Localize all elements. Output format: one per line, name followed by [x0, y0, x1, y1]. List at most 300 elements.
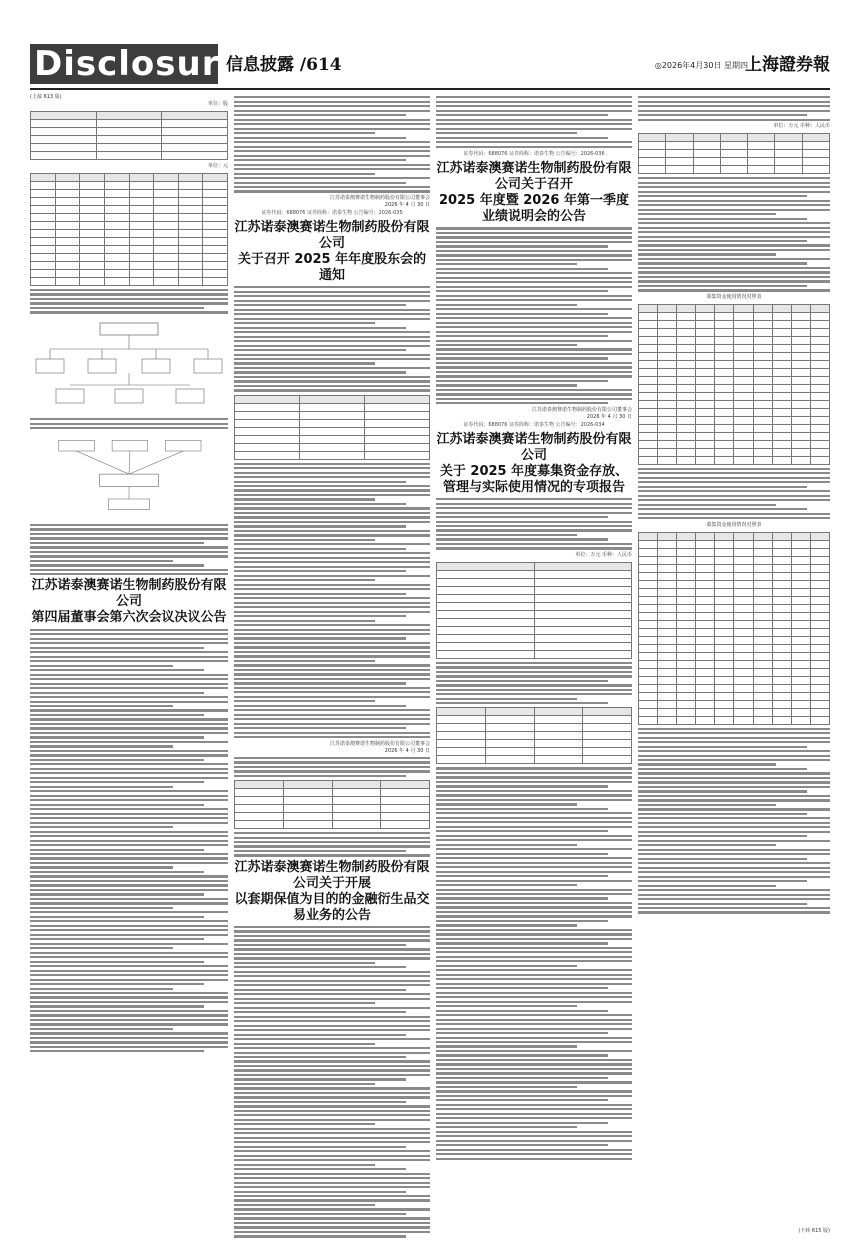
table-cell: [734, 708, 753, 716]
table-cell: [753, 692, 772, 700]
headline-line: 管理与实际使用情况的专项报告: [442, 479, 625, 495]
text-line: [638, 849, 830, 851]
text-line: [436, 1135, 632, 1137]
table-cell: [734, 408, 753, 416]
table-cell: [178, 174, 203, 182]
table-cell: [772, 336, 791, 344]
table-cell: [810, 432, 829, 440]
text-line: [436, 304, 577, 306]
text-line: [638, 231, 830, 233]
table-cell: [437, 650, 535, 658]
table-cell: [677, 644, 696, 652]
table-cell: [696, 424, 715, 432]
text-line: [30, 884, 228, 886]
table-cell: [485, 732, 534, 740]
table-cell: [775, 150, 802, 158]
table-cell: [80, 246, 105, 254]
table-cell: [485, 740, 534, 748]
table-cell: [802, 150, 829, 158]
text-line: [436, 987, 608, 989]
table-cell: [178, 238, 203, 246]
text-line: [234, 141, 430, 143]
table-cell: [677, 400, 696, 408]
table-cell: [437, 594, 535, 602]
text-line: [234, 1087, 430, 1089]
text-line: [234, 1047, 430, 1049]
table-cell: [734, 548, 753, 556]
table-cell: [677, 716, 696, 724]
sign-date: 2026 年 4 月 30 日: [384, 747, 430, 754]
table-cell: [734, 652, 753, 660]
text-line: [436, 366, 632, 368]
text-line: [30, 1046, 228, 1048]
text-line: [436, 335, 608, 337]
table-cell: [677, 700, 696, 708]
table-cell: [365, 411, 430, 419]
table-row: [437, 586, 632, 594]
table-cell: [810, 628, 829, 636]
text-line: [30, 790, 228, 792]
table-row: [31, 254, 228, 262]
table-cell: [31, 214, 56, 222]
text-line: [436, 1144, 608, 1146]
text-line: [436, 826, 632, 828]
page-body: [30, 94, 830, 1234]
table-cell: [658, 644, 677, 652]
table-cell: [810, 668, 829, 676]
table-cell: [639, 596, 658, 604]
text-line: [234, 655, 430, 657]
text-line: [234, 534, 430, 536]
text-line: [234, 322, 375, 324]
table-cell: [772, 440, 791, 448]
table-row: [639, 660, 830, 668]
text-line: [436, 889, 632, 891]
text-line: [436, 776, 632, 778]
table-cell: [753, 392, 772, 400]
table-cell: [734, 620, 753, 628]
text-line: [436, 105, 632, 107]
table-cell: [437, 626, 535, 634]
table-cell: [639, 150, 666, 158]
column-3: [436, 94, 632, 1234]
text-line: [234, 998, 430, 1000]
table-row: [31, 262, 228, 270]
text-line: [234, 948, 430, 950]
table-cell: [677, 628, 696, 636]
text-line: [30, 831, 228, 833]
table-cell: [677, 556, 696, 564]
table-cell: [437, 578, 535, 586]
table-cell: [639, 344, 658, 352]
text-line: [436, 137, 608, 139]
text-line: [436, 290, 608, 292]
table-cell: [696, 376, 715, 384]
table-cell: [791, 620, 810, 628]
table-cell: [55, 174, 80, 182]
table-cell: [810, 384, 829, 392]
table-row: [437, 602, 632, 610]
table-cell: [300, 395, 365, 403]
table-cell: [734, 320, 753, 328]
table-cell: [583, 708, 632, 716]
table-cell: [772, 668, 791, 676]
table-cell: [365, 419, 430, 427]
text-line: [234, 682, 406, 684]
table-cell: [791, 456, 810, 464]
headline-line: 以套期保值为目的的金融衍生品交易业务的公告: [234, 891, 430, 923]
text-line: [436, 281, 632, 283]
table-caption: 募集资金使用情况对照表: [706, 293, 762, 300]
text-line: [234, 494, 430, 496]
text-line: [234, 629, 430, 631]
table-cell: [677, 548, 696, 556]
table-cell: [734, 692, 753, 700]
table-cell: [715, 708, 734, 716]
table-cell: [677, 304, 696, 312]
table-cell: [696, 456, 715, 464]
table-cell: [772, 400, 791, 408]
table-cell: [639, 580, 658, 588]
table-cell: [753, 360, 772, 368]
table-cell: [235, 435, 300, 443]
text-line: [638, 741, 830, 743]
text-line: [30, 961, 204, 963]
table-cell: [639, 456, 658, 464]
table-cell: [810, 556, 829, 564]
table-cell: [104, 206, 129, 214]
table-cell: [696, 580, 715, 588]
text-line: [638, 289, 830, 291]
text-line: [30, 943, 228, 945]
table-row: [235, 411, 430, 419]
table-cell: [696, 588, 715, 596]
table-cell: [283, 821, 332, 829]
table-cell: [80, 254, 105, 262]
text-line: [638, 105, 830, 107]
text-line: [436, 1149, 632, 1151]
fund-usage-table: [638, 304, 830, 465]
text-line: [30, 546, 228, 548]
table-cell: [696, 384, 715, 392]
table-cell: [658, 708, 677, 716]
table-cell: [80, 206, 105, 214]
text-line: [436, 1037, 632, 1039]
text-line: [436, 992, 632, 994]
table-cell: [696, 360, 715, 368]
table-cell: [772, 320, 791, 328]
masthead: [30, 44, 830, 90]
table-cell: [734, 336, 753, 344]
table-row: [639, 376, 830, 384]
table-row: [31, 214, 228, 222]
text-line: [30, 795, 228, 797]
text-line: [638, 240, 807, 242]
text-line: [234, 939, 430, 941]
text-line: [234, 1182, 430, 1184]
table-cell: [300, 419, 365, 427]
text-line: [638, 768, 807, 770]
code-line: 证券代码：688076 证券简称：诺泰生物 公告编号：2026-036: [463, 151, 605, 158]
text-line: [30, 813, 228, 815]
table-row: [31, 230, 228, 238]
text-line: [234, 525, 406, 527]
table-cell: [715, 684, 734, 692]
table-cell: [677, 652, 696, 660]
table-cell: [810, 416, 829, 424]
text-line: [638, 110, 830, 112]
text-line: [30, 996, 228, 998]
text-line: [234, 984, 430, 986]
table-cell: [753, 636, 772, 644]
table-row: [639, 368, 830, 376]
table-cell: [639, 384, 658, 392]
table-cell: [791, 392, 810, 400]
headline-line: 江苏诺泰澳赛诺生物制药股份有限公司关于开展: [234, 859, 430, 891]
table-cell: [810, 352, 829, 360]
text-line: [436, 322, 632, 324]
table-cell: [658, 660, 677, 668]
table-cell: [791, 700, 810, 708]
table-row: [639, 548, 830, 556]
text-line: [234, 642, 430, 644]
table-row: [639, 604, 830, 612]
text-line: [234, 1043, 375, 1045]
text-line: [234, 318, 430, 320]
table-cell: [178, 222, 203, 230]
table-cell: [791, 628, 810, 636]
table-cell: [791, 588, 810, 596]
body-text: [436, 498, 632, 550]
table-cell: [677, 636, 696, 644]
table-cell: [810, 448, 829, 456]
text-line: [436, 1014, 632, 1016]
table-cell: [485, 756, 534, 764]
text-line: [436, 547, 632, 549]
table-row: [639, 456, 830, 464]
proxy-table: [234, 780, 430, 829]
table-row: [639, 628, 830, 636]
text-line: [436, 380, 608, 382]
text-line: [30, 835, 228, 837]
table-row: [437, 740, 632, 748]
body-text: [234, 96, 430, 192]
text-line: [234, 190, 430, 192]
table-row: [31, 246, 228, 254]
text-line: [436, 1095, 632, 1097]
table-cell: [772, 620, 791, 628]
text-line: [30, 988, 173, 990]
table-row: [639, 424, 830, 432]
text-line: [436, 947, 632, 949]
table-cell: [437, 732, 486, 740]
text-line: [638, 826, 830, 828]
table-cell: [639, 424, 658, 432]
table-cell: [235, 805, 284, 813]
agenda-table: [234, 395, 430, 460]
text-line: [234, 1123, 375, 1125]
table-cell: [332, 789, 381, 797]
table-cell: [658, 336, 677, 344]
text-line: [234, 1173, 430, 1175]
text-line: [436, 781, 632, 783]
table-cell: [715, 312, 734, 320]
table-cell: [715, 360, 734, 368]
table-cell: [534, 642, 632, 650]
table-cell: [534, 756, 583, 764]
table-cell: [693, 150, 720, 158]
table-cell: [235, 821, 284, 829]
text-line: [436, 1010, 608, 1012]
text-line: [436, 772, 632, 774]
text-line: [234, 101, 430, 103]
table-cell: [178, 214, 203, 222]
table-cell: [129, 246, 154, 254]
table-cell: [734, 312, 753, 320]
text-line: [436, 812, 632, 814]
table-cell: [772, 572, 791, 580]
column-4: [638, 94, 830, 1234]
table-cell: [154, 206, 179, 214]
table-cell: [791, 416, 810, 424]
text-line: [436, 521, 632, 523]
table-cell: [791, 376, 810, 384]
text-line: [234, 1074, 430, 1076]
table-cell: [753, 676, 772, 684]
text-line: [638, 799, 830, 801]
table-row: [235, 427, 430, 435]
table-cell: [772, 564, 791, 572]
table-cell: [677, 328, 696, 336]
text-line: [234, 615, 406, 617]
table-cell: [696, 660, 715, 668]
table-cell: [772, 700, 791, 708]
text-line: [234, 761, 430, 763]
table-cell: [715, 304, 734, 312]
text-line: [436, 1072, 632, 1074]
table-cell: [639, 700, 658, 708]
text-line: [436, 893, 632, 895]
table-cell: [696, 344, 715, 352]
text-line: [234, 700, 375, 702]
table-cell: [772, 684, 791, 692]
table-cell: [235, 403, 300, 411]
table-cell: [772, 416, 791, 424]
table-cell: [810, 312, 829, 320]
text-line: [436, 662, 632, 664]
table-cell: [677, 604, 696, 612]
text-line: [436, 920, 608, 922]
text-line: [638, 858, 807, 860]
table-cell: [693, 142, 720, 150]
table-cell: [696, 548, 715, 556]
text-line: [436, 983, 632, 985]
table-cell: [31, 206, 56, 214]
table-cell: [658, 620, 677, 628]
table-cell: [734, 612, 753, 620]
text-line: [234, 521, 430, 523]
text-line: [234, 539, 375, 541]
text-line: [234, 637, 406, 639]
text-line: [436, 689, 632, 691]
table-cell: [31, 222, 56, 230]
text-line: [436, 866, 632, 868]
text-line: [436, 1090, 632, 1092]
table-row: [639, 392, 830, 400]
text-line: [30, 925, 228, 927]
text-line: [436, 693, 632, 695]
text-line: [436, 236, 632, 238]
text-line: [30, 696, 228, 698]
text-line: [638, 844, 776, 846]
table-cell: [791, 684, 810, 692]
table-row: [235, 805, 430, 813]
table-cell: [31, 246, 56, 254]
text-line: [436, 512, 632, 514]
text-line: [234, 295, 430, 297]
text-line: [638, 880, 807, 882]
table-cell: [734, 668, 753, 676]
table-row: [639, 158, 830, 166]
table-row: [235, 821, 430, 829]
table-cell: [235, 443, 300, 451]
headline-fund-report: [436, 432, 632, 496]
table-cell: [104, 222, 129, 230]
text-line: [436, 1077, 608, 1079]
table-cell: [772, 448, 791, 456]
text-line: [234, 1056, 406, 1058]
table-cell: [235, 813, 284, 821]
table-cell: [753, 604, 772, 612]
text-line: [638, 808, 830, 810]
table-cell: [791, 440, 810, 448]
table-cell: [810, 320, 829, 328]
text-line: [234, 552, 430, 554]
text-line: [436, 371, 632, 373]
table-cell: [639, 676, 658, 684]
text-line: [234, 476, 430, 478]
table-cell: [696, 368, 715, 376]
text-line: [638, 114, 807, 116]
text-line: [234, 385, 430, 387]
table-cell: [720, 158, 747, 166]
table-cell: [791, 540, 810, 548]
table-cell: [677, 352, 696, 360]
table-cell: [696, 644, 715, 652]
text-line: [234, 602, 430, 604]
continued-from: (上接 613 版): [30, 94, 62, 100]
text-line: [30, 974, 228, 976]
text-line: [234, 128, 430, 130]
body-text: [30, 289, 228, 314]
table-cell: [677, 416, 696, 424]
text-line: [30, 880, 228, 882]
table-cell: [203, 182, 228, 190]
text-line: [436, 241, 632, 243]
text-line: [436, 123, 632, 125]
text-line: [638, 777, 830, 779]
table-row: [639, 596, 830, 604]
table-cell: [715, 440, 734, 448]
table-cell: [802, 134, 829, 142]
table-cell: [162, 112, 228, 120]
text-line: [30, 560, 173, 562]
table-cell: [753, 440, 772, 448]
text-line: [436, 398, 632, 400]
text-line: [30, 533, 228, 535]
text-line: [30, 817, 228, 819]
table-cell: [734, 400, 753, 408]
